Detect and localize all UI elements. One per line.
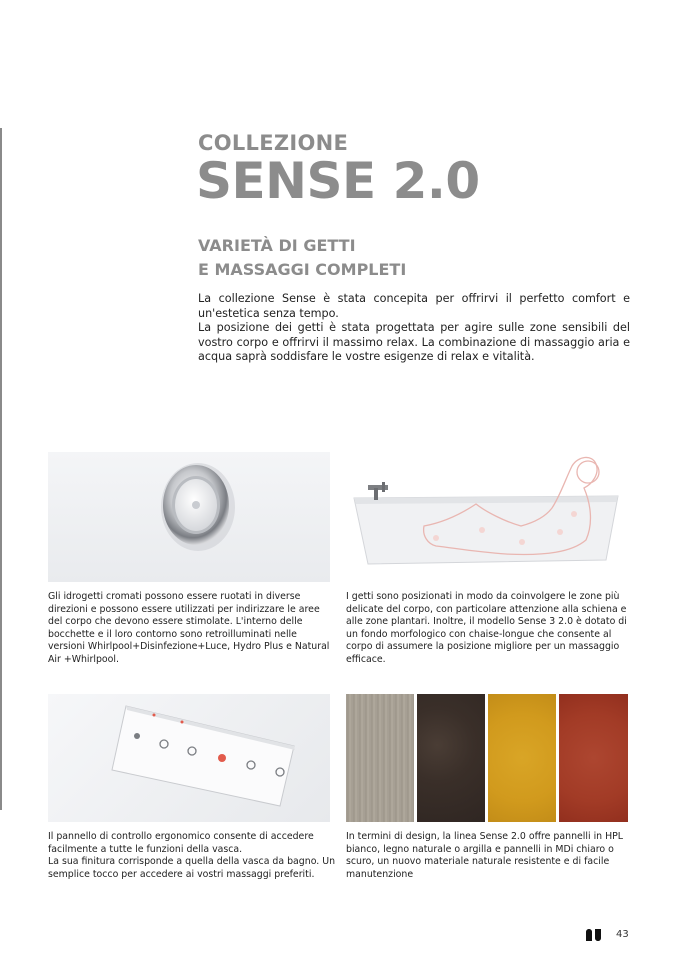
swatch-light-wood — [346, 694, 414, 822]
control-panel-illustration — [48, 694, 330, 822]
control-panel-photo — [48, 694, 330, 822]
swatch-terracotta — [559, 694, 628, 822]
collection-kicker: COLLEZIONE — [198, 131, 349, 155]
body-caption: I getti sono posizionati in modo da coinvolgere le zone più delicate del corpo, con particolare attenzione alla schiena e alle zone plantari. Inoltre, il modello Sense 3 2.0 è dotato di un fondo morfologico con chaise-longue che consente al corpo di assumere la posizione migliore per un massaggio efficace. — [346, 591, 627, 665]
subtitle-line-2: E MASSAGGI COMPLETI — [198, 260, 407, 279]
bathtub-body-illustration — [346, 452, 628, 582]
brand-logo-mark — [585, 928, 603, 942]
jet-photo — [48, 452, 330, 582]
jets-caption: Gli idrogetti cromati possono essere ruotati in diverse direzioni e possono essere utilizzati per indirizzare le aree del corpo che devono essere stimolate. L'interno delle bocchette e il loro contorno sono retroilluminati nelle versioni Whirlpool+Disinfezione+Luce, Hydro Plus e Natural Air +Whirlpool. — [48, 591, 330, 665]
panel-caption-paragraph-1: Il pannello di controllo ergonomico consente di accedere facilmente a tutte le funzioni della vasca. — [48, 831, 314, 855]
page-number: 43 — [616, 929, 629, 940]
page-title: SENSE 2.0 — [196, 152, 480, 210]
panel-caption-paragraph-2: La sua finitura corrisponde a quella della vasca da bagno. Un semplice tocco per accedere ai vostri massaggi preferiti. — [48, 856, 336, 880]
intro-paragraph-2: La posizione dei getti è stata progettata per agire sulle zone sensibili del vostro corpo e offrirvi il massimo relax. La combinazione di massaggio aria e acqua saprà soddisfare le vostre esigenze di relax e vitalità. — [198, 321, 630, 364]
left-margin-rule — [0, 128, 2, 810]
section-subtitle — [198, 234, 406, 282]
chrome-jet-illustration — [48, 452, 330, 582]
tub-body-photo — [346, 452, 628, 582]
intro-paragraph-1: La collezione Sense è stata concepita per offrirvi il perfetto comfort e un'estetica senza tempo. — [198, 292, 630, 320]
panel-caption — [48, 831, 338, 881]
intro-text — [198, 292, 630, 365]
material-swatches — [346, 694, 628, 822]
swatch-dark-stone — [417, 694, 485, 822]
design-caption: In termini di design, la linea Sense 2.0 offre pannelli in HPL bianco, legno naturale o argilla e pannelli in MDi chiaro o scuro, un nuovo materiale naturale resistente e di facile manutenzione — [346, 831, 624, 880]
subtitle-line-1: VARIETÀ DI GETTI — [198, 236, 356, 255]
swatch-ochre — [488, 694, 556, 822]
brand-logo — [585, 927, 603, 946]
